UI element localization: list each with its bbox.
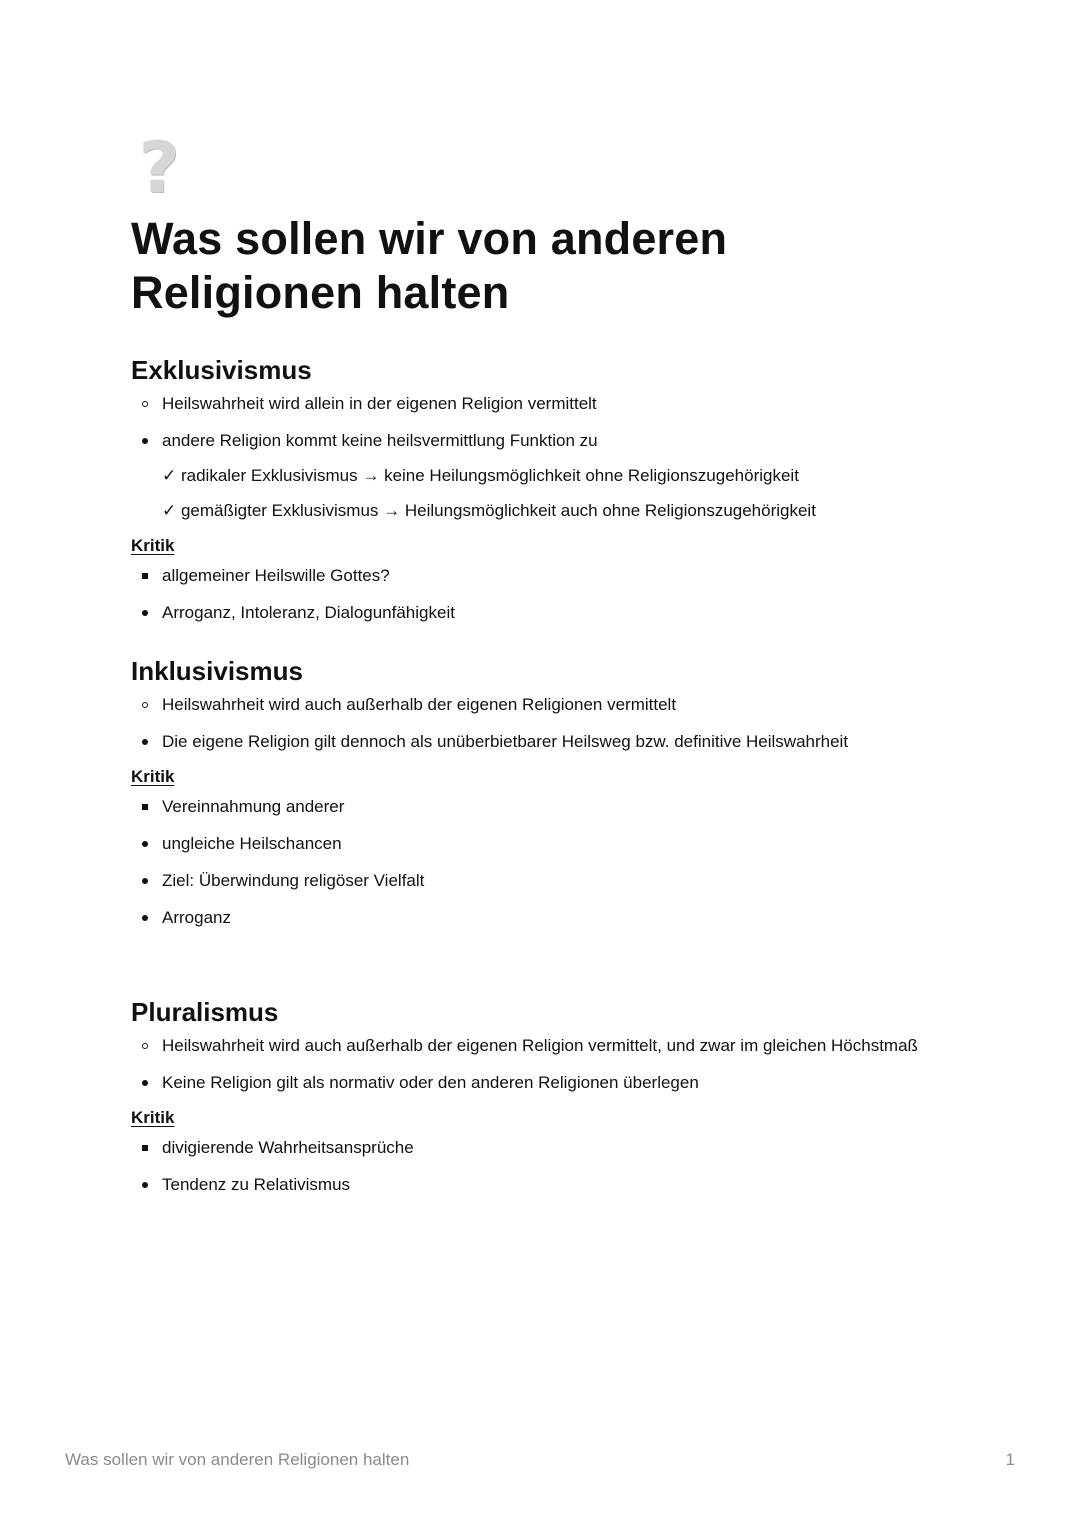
square-bullet-icon — [142, 573, 148, 579]
disc-bullet-icon — [142, 610, 148, 616]
circle-bullet-icon — [142, 702, 148, 708]
disc-bullet-icon — [142, 1182, 148, 1188]
list-item: allgemeiner Heilswille Gottes? — [131, 564, 971, 588]
list-item: Tendenz zu Relativismus — [131, 1173, 971, 1197]
definition-list — [131, 693, 971, 754]
disc-bullet-icon — [142, 739, 148, 745]
disc-bullet-icon — [142, 438, 148, 444]
page-title: Was sollen wir von anderen Religionen halten — [131, 213, 728, 318]
definition-list — [131, 1034, 971, 1095]
kritik-list — [131, 564, 971, 625]
document-page — [131, 127, 971, 1197]
section-inklusivismus — [131, 655, 971, 930]
list-item: Die eigene Religion gilt dennoch als unüberbietbarer Heilsweg bzw. definitive Heilswahrheit — [131, 730, 971, 754]
list-item: andere Religion kommt keine heilsvermittlung Funktion zu — [131, 429, 971, 453]
disc-bullet-icon — [142, 915, 148, 921]
kritik-list — [131, 1136, 971, 1197]
kritik-label: Kritik — [131, 767, 175, 786]
section-heading: Inklusivismus — [131, 656, 303, 686]
list-item: divigierende Wahrheitsansprüche — [131, 1136, 971, 1160]
section-exklusivismus — [131, 354, 971, 625]
circle-bullet-icon — [142, 401, 148, 407]
kritik-label: Kritik — [131, 1108, 175, 1127]
check-item: ✓ radikaler Exklusivismus → keine Heilungsmöglichkeit ohne Religionszugehörigkeit — [162, 466, 799, 485]
list-item: Ziel: Überwindung religöser Vielfalt — [131, 869, 971, 893]
kritik-list — [131, 795, 971, 930]
list-item: Vereinnahmung anderer — [131, 795, 971, 819]
definition-list — [131, 392, 971, 453]
list-item: ungleiche Heilschancen — [131, 832, 971, 856]
list-item: Heilswahrheit wird auch außerhalb der eigenen Religionen vermittelt — [131, 693, 971, 717]
list-item: Keine Religion gilt als normativ oder den anderen Religionen überlegen — [131, 1071, 971, 1095]
check-item: ✓ gemäßigter Exklusivismus → Heilungsmöglichkeit auch ohne Religionszugehörigkeit — [162, 501, 816, 520]
section-heading: Pluralismus — [131, 997, 279, 1027]
question-mark-icon: ? — [139, 127, 180, 209]
footer-title: Was sollen wir von anderen Religionen halten — [65, 1450, 410, 1469]
page-footer — [65, 1448, 1015, 1472]
disc-bullet-icon — [142, 1080, 148, 1086]
square-bullet-icon — [142, 804, 148, 810]
list-item: Heilswahrheit wird allein in der eigenen Religion vermittelt — [131, 392, 971, 416]
circle-bullet-icon — [142, 1043, 148, 1049]
square-bullet-icon — [142, 1145, 148, 1151]
disc-bullet-icon — [142, 841, 148, 847]
page-number: 1 — [1005, 1450, 1015, 1469]
disc-bullet-icon — [142, 878, 148, 884]
list-item: Heilswahrheit wird auch außerhalb der eigenen Religion vermittelt, und zwar im gleichen Höchstmaß — [131, 1034, 971, 1058]
list-item: Arroganz — [131, 906, 971, 930]
section-pluralismus — [131, 996, 971, 1197]
kritik-label: Kritik — [131, 536, 175, 555]
section-heading: Exklusivismus — [131, 355, 312, 385]
list-item: Arroganz, Intoleranz, Dialogunfähigkeit — [131, 601, 971, 625]
